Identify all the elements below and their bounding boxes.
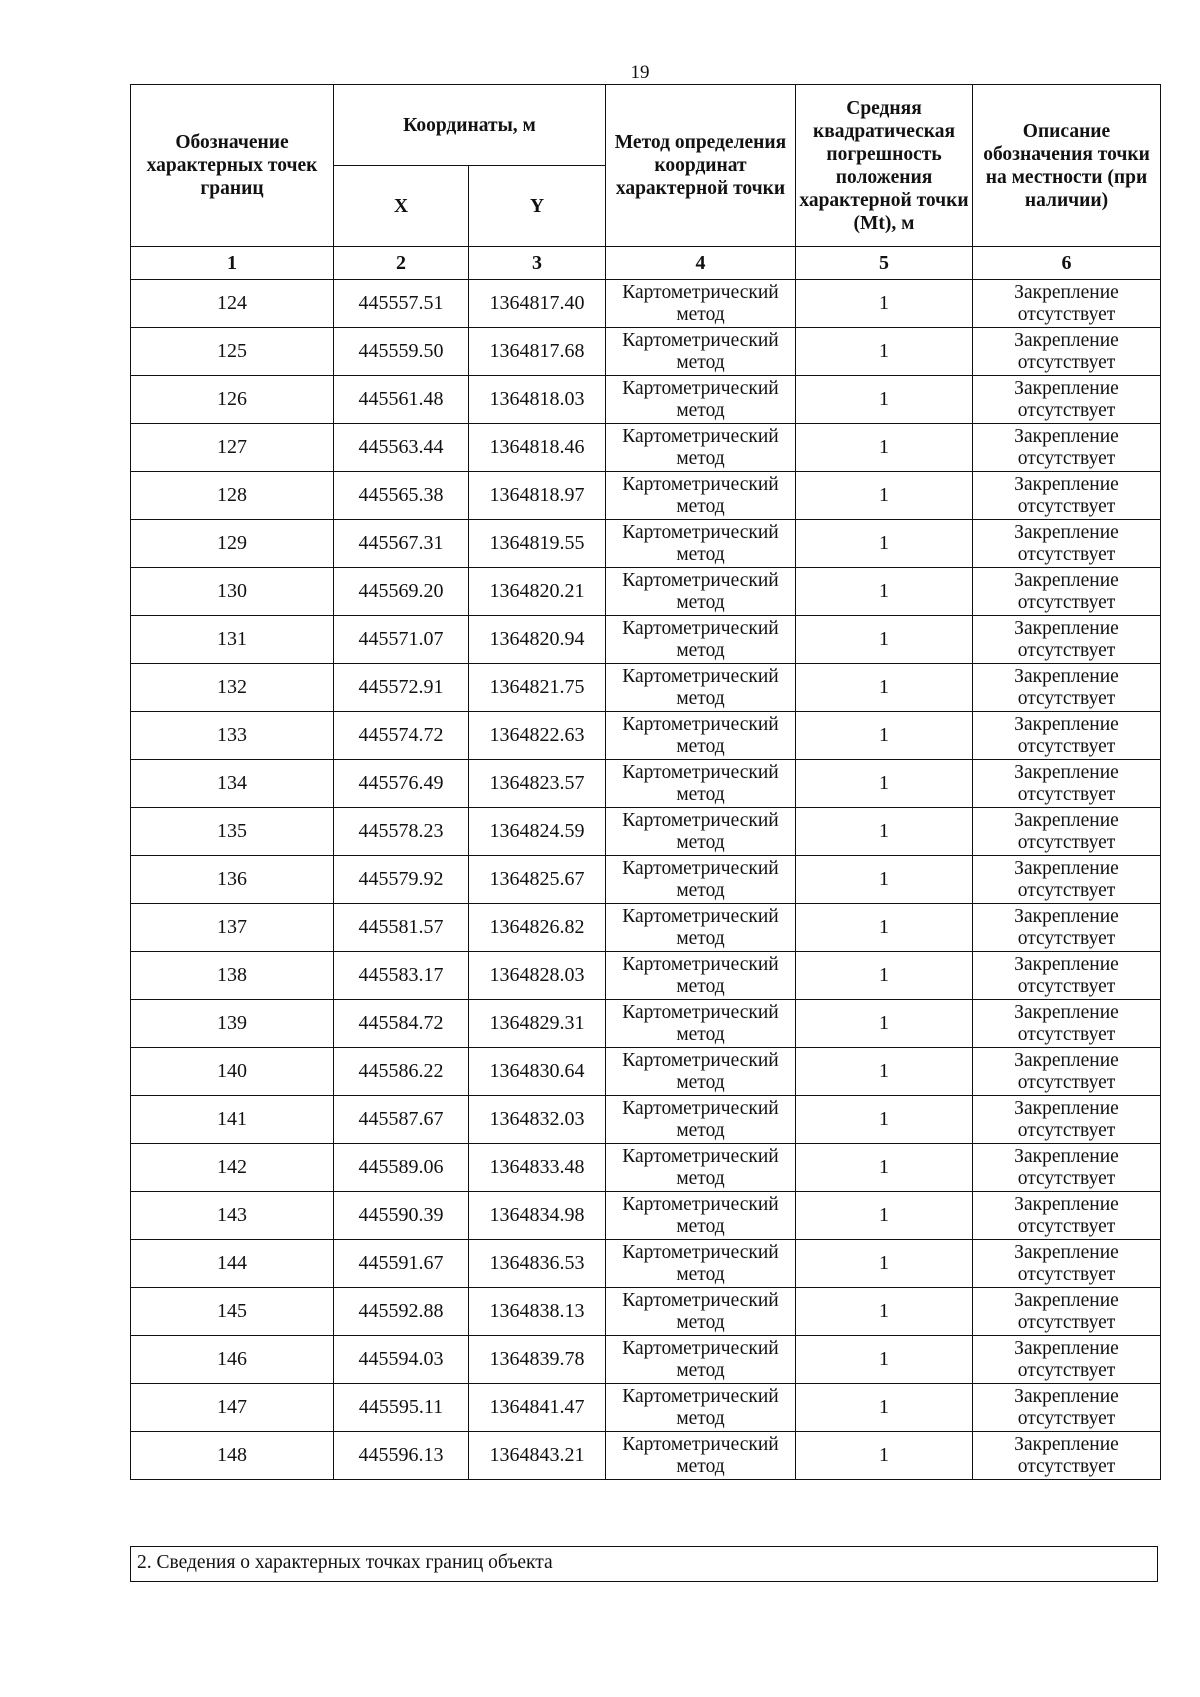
table-row — [131, 1000, 1161, 1048]
column-number: 3 — [469, 247, 606, 280]
method-cell — [606, 1048, 796, 1096]
header-x: X — [334, 166, 469, 247]
error-cell: 1 — [796, 280, 973, 328]
point-id-cell: 131 — [131, 616, 334, 664]
section-title: 2. Сведения о характерных точках границ объекта — [137, 1552, 553, 1573]
x-coordinate-cell: 445563.44 — [334, 424, 469, 472]
y-coordinate-cell: 1364828.03 — [469, 952, 606, 1000]
description-cell — [973, 664, 1161, 712]
method-line-2: метод — [676, 879, 725, 901]
method-line-2: метод — [676, 591, 725, 613]
method-line-1: Картометрический — [622, 425, 779, 447]
description-line-1: Закрепление — [1014, 1097, 1119, 1119]
y-coordinate-cell: 1364825.67 — [469, 856, 606, 904]
point-id-cell: 129 — [131, 520, 334, 568]
error-cell: 1 — [796, 1000, 973, 1048]
error-cell: 1 — [796, 712, 973, 760]
y-coordinate-cell: 1364817.40 — [469, 280, 606, 328]
description-line-1: Закрепление — [1014, 857, 1119, 879]
x-coordinate-cell: 445574.72 — [334, 712, 469, 760]
description-cell — [973, 904, 1161, 952]
description-line-1: Закрепление — [1014, 377, 1119, 399]
table-row — [131, 616, 1161, 664]
table-row — [131, 376, 1161, 424]
table-row — [131, 1144, 1161, 1192]
description-line-1: Закрепление — [1014, 1145, 1119, 1167]
description-line-2: отсутствует — [1017, 735, 1116, 757]
description-line-2: отсутствует — [1017, 783, 1116, 805]
method-cell — [606, 1240, 796, 1288]
description-cell — [973, 568, 1161, 616]
y-coordinate-cell: 1364836.53 — [469, 1240, 606, 1288]
x-coordinate-cell: 445572.91 — [334, 664, 469, 712]
description-line-2: отсутствует — [1017, 591, 1116, 613]
method-line-1: Картометрический — [622, 953, 779, 975]
description-line-1: Закрепление — [1014, 1001, 1119, 1023]
description-line-2: отсутствует — [1017, 495, 1116, 517]
description-line-1: Закрепление — [1014, 1385, 1119, 1407]
error-cell: 1 — [796, 1288, 973, 1336]
method-cell — [606, 616, 796, 664]
column-number: 2 — [334, 247, 469, 280]
section-footer-box — [130, 1546, 1158, 1582]
point-id-cell: 126 — [131, 376, 334, 424]
description-line-2: отсутствует — [1017, 1359, 1116, 1381]
method-line-1: Картометрический — [622, 809, 779, 831]
header-coordinates: Координаты, м — [334, 85, 606, 166]
description-line-1: Закрепление — [1014, 1241, 1119, 1263]
error-cell: 1 — [796, 664, 973, 712]
y-coordinate-cell: 1364820.21 — [469, 568, 606, 616]
description-line-2: отсутствует — [1017, 1071, 1116, 1093]
point-id-cell: 128 — [131, 472, 334, 520]
method-line-2: метод — [676, 1455, 725, 1477]
description-cell — [973, 280, 1161, 328]
error-cell: 1 — [796, 1096, 973, 1144]
method-cell — [606, 712, 796, 760]
method-line-2: метод — [676, 639, 725, 661]
method-line-2: метод — [676, 495, 725, 517]
method-line-1: Картометрический — [622, 1289, 779, 1311]
y-coordinate-cell: 1364819.55 — [469, 520, 606, 568]
x-coordinate-cell: 445581.57 — [334, 904, 469, 952]
method-line-2: метод — [676, 735, 725, 757]
x-coordinate-cell: 445586.22 — [334, 1048, 469, 1096]
x-coordinate-cell: 445596.13 — [334, 1432, 469, 1480]
method-line-2: метод — [676, 1023, 725, 1045]
description-cell — [973, 1288, 1161, 1336]
method-line-2: метод — [676, 1119, 725, 1141]
method-line-2: метод — [676, 1263, 725, 1285]
error-cell: 1 — [796, 1384, 973, 1432]
header-method: Метод определения координат характерной точки — [606, 85, 796, 247]
column-number: 6 — [973, 247, 1161, 280]
x-coordinate-cell: 445583.17 — [334, 952, 469, 1000]
method-cell — [606, 1336, 796, 1384]
table-row — [131, 808, 1161, 856]
column-number: 4 — [606, 247, 796, 280]
y-coordinate-cell: 1364822.63 — [469, 712, 606, 760]
x-coordinate-cell: 445567.31 — [334, 520, 469, 568]
description-line-2: отсутствует — [1017, 351, 1116, 373]
method-cell — [606, 1000, 796, 1048]
x-coordinate-cell: 445584.72 — [334, 1000, 469, 1048]
description-line-2: отсутствует — [1017, 1263, 1116, 1285]
method-cell — [606, 1096, 796, 1144]
error-cell: 1 — [796, 760, 973, 808]
x-coordinate-cell: 445589.06 — [334, 1144, 469, 1192]
method-line-2: метод — [676, 351, 725, 373]
point-id-cell: 143 — [131, 1192, 334, 1240]
y-coordinate-cell: 1364818.46 — [469, 424, 606, 472]
method-cell — [606, 1144, 796, 1192]
description-cell — [973, 1384, 1161, 1432]
x-coordinate-cell: 445565.38 — [334, 472, 469, 520]
point-id-cell: 136 — [131, 856, 334, 904]
table-row — [131, 952, 1161, 1000]
point-id-cell: 130 — [131, 568, 334, 616]
y-coordinate-cell: 1364841.47 — [469, 1384, 606, 1432]
point-id-cell: 138 — [131, 952, 334, 1000]
method-line-2: метод — [676, 783, 725, 805]
description-cell — [973, 1048, 1161, 1096]
y-coordinate-cell: 1364829.31 — [469, 1000, 606, 1048]
method-line-2: метод — [676, 303, 725, 325]
header-y: Y — [469, 166, 606, 247]
method-line-1: Картометрический — [622, 1145, 779, 1167]
point-id-cell: 137 — [131, 904, 334, 952]
description-line-2: отсутствует — [1017, 687, 1116, 709]
description-cell — [973, 328, 1161, 376]
table-row — [131, 1432, 1161, 1480]
y-coordinate-cell: 1364838.13 — [469, 1288, 606, 1336]
method-line-1: Картометрический — [622, 1049, 779, 1071]
description-line-2: отсутствует — [1017, 1311, 1116, 1333]
method-line-1: Картометрический — [622, 1097, 779, 1119]
description-line-1: Закрепление — [1014, 953, 1119, 975]
point-id-cell: 135 — [131, 808, 334, 856]
table-row — [131, 1384, 1161, 1432]
table-row — [131, 568, 1161, 616]
description-cell — [973, 1000, 1161, 1048]
y-coordinate-cell: 1364818.97 — [469, 472, 606, 520]
table-row — [131, 1192, 1161, 1240]
point-id-cell: 124 — [131, 280, 334, 328]
x-coordinate-cell: 445590.39 — [334, 1192, 469, 1240]
error-cell: 1 — [796, 328, 973, 376]
description-cell — [973, 1192, 1161, 1240]
x-coordinate-cell: 445591.67 — [334, 1240, 469, 1288]
column-number: 1 — [131, 247, 334, 280]
method-cell — [606, 568, 796, 616]
error-cell: 1 — [796, 376, 973, 424]
x-coordinate-cell: 445587.67 — [334, 1096, 469, 1144]
error-cell: 1 — [796, 1048, 973, 1096]
error-cell: 1 — [796, 952, 973, 1000]
method-line-1: Картометрический — [622, 857, 779, 879]
description-line-1: Закрепление — [1014, 905, 1119, 927]
method-cell — [606, 1288, 796, 1336]
description-line-2: отсутствует — [1017, 1167, 1116, 1189]
description-line-2: отсутствует — [1017, 879, 1116, 901]
error-cell: 1 — [796, 904, 973, 952]
description-cell — [973, 1240, 1161, 1288]
description-line-2: отсутствует — [1017, 447, 1116, 469]
header-description: Описание обозначения точки на местности (при наличии) — [973, 85, 1161, 247]
description-cell — [973, 808, 1161, 856]
description-cell — [973, 856, 1161, 904]
description-line-1: Закрепление — [1014, 473, 1119, 495]
method-cell — [606, 808, 796, 856]
method-line-2: метод — [676, 399, 725, 421]
y-coordinate-cell: 1364821.75 — [469, 664, 606, 712]
description-cell — [973, 424, 1161, 472]
page-number: 19 — [630, 62, 650, 83]
table-row — [131, 904, 1161, 952]
error-cell: 1 — [796, 568, 973, 616]
description-line-1: Закрепление — [1014, 569, 1119, 591]
description-line-2: отсутствует — [1017, 1455, 1116, 1477]
table-row — [131, 856, 1161, 904]
x-coordinate-cell: 445557.51 — [334, 280, 469, 328]
description-cell — [973, 952, 1161, 1000]
error-cell: 1 — [796, 520, 973, 568]
method-line-2: метод — [676, 1407, 725, 1429]
description-line-1: Закрепление — [1014, 1289, 1119, 1311]
description-line-1: Закрепление — [1014, 1193, 1119, 1215]
point-id-cell: 141 — [131, 1096, 334, 1144]
x-coordinate-cell: 445595.11 — [334, 1384, 469, 1432]
point-id-cell: 125 — [131, 328, 334, 376]
method-line-1: Картометрический — [622, 1001, 779, 1023]
x-coordinate-cell: 445594.03 — [334, 1336, 469, 1384]
error-cell: 1 — [796, 808, 973, 856]
point-id-cell: 140 — [131, 1048, 334, 1096]
error-cell: 1 — [796, 1336, 973, 1384]
column-number: 5 — [796, 247, 973, 280]
description-line-2: отсутствует — [1017, 975, 1116, 997]
point-id-cell: 148 — [131, 1432, 334, 1480]
x-coordinate-cell: 445592.88 — [334, 1288, 469, 1336]
method-cell — [606, 328, 796, 376]
y-coordinate-cell: 1364833.48 — [469, 1144, 606, 1192]
description-line-2: отсутствует — [1017, 543, 1116, 565]
method-line-2: метод — [676, 1359, 725, 1381]
column-numbers-row — [131, 247, 1161, 280]
x-coordinate-cell: 445579.92 — [334, 856, 469, 904]
point-id-cell: 146 — [131, 1336, 334, 1384]
method-line-1: Картометрический — [622, 1385, 779, 1407]
point-id-cell: 145 — [131, 1288, 334, 1336]
description-line-2: отсутствует — [1017, 1407, 1116, 1429]
method-line-2: метод — [676, 447, 725, 469]
point-id-cell: 132 — [131, 664, 334, 712]
y-coordinate-cell: 1364820.94 — [469, 616, 606, 664]
description-line-1: Закрепление — [1014, 1433, 1119, 1455]
description-cell — [973, 376, 1161, 424]
description-cell — [973, 472, 1161, 520]
x-coordinate-cell: 445578.23 — [334, 808, 469, 856]
description-line-2: отсутствует — [1017, 399, 1116, 421]
method-line-1: Картометрический — [622, 1193, 779, 1215]
method-cell — [606, 1432, 796, 1480]
point-id-cell: 133 — [131, 712, 334, 760]
method-line-1: Картометрический — [622, 713, 779, 735]
point-id-cell: 144 — [131, 1240, 334, 1288]
error-cell: 1 — [796, 1192, 973, 1240]
method-line-2: метод — [676, 927, 725, 949]
method-line-2: метод — [676, 1167, 725, 1189]
x-coordinate-cell: 445569.20 — [334, 568, 469, 616]
method-line-1: Картометрический — [622, 761, 779, 783]
method-line-1: Картометрический — [622, 569, 779, 591]
method-line-1: Картометрический — [622, 905, 779, 927]
table-row — [131, 1096, 1161, 1144]
point-id-cell: 147 — [131, 1384, 334, 1432]
method-line-1: Картометрический — [622, 1241, 779, 1263]
description-line-1: Закрепление — [1014, 1337, 1119, 1359]
method-cell — [606, 760, 796, 808]
table-row — [131, 424, 1161, 472]
method-line-2: метод — [676, 1071, 725, 1093]
table-body — [131, 280, 1161, 1480]
point-id-cell: 127 — [131, 424, 334, 472]
method-line-2: метод — [676, 1311, 725, 1333]
description-cell — [973, 1096, 1161, 1144]
description-cell — [973, 1144, 1161, 1192]
description-line-1: Закрепление — [1014, 281, 1119, 303]
method-line-2: метод — [676, 687, 725, 709]
method-line-1: Картометрический — [622, 1433, 779, 1455]
description-cell — [973, 1432, 1161, 1480]
description-line-1: Закрепление — [1014, 1049, 1119, 1071]
method-cell — [606, 664, 796, 712]
description-line-1: Закрепление — [1014, 713, 1119, 735]
method-cell — [606, 376, 796, 424]
y-coordinate-cell: 1364834.98 — [469, 1192, 606, 1240]
method-cell — [606, 1192, 796, 1240]
y-coordinate-cell: 1364824.59 — [469, 808, 606, 856]
method-line-1: Картометрический — [622, 329, 779, 351]
error-cell: 1 — [796, 1240, 973, 1288]
coordinates-table — [130, 84, 1161, 1480]
method-cell — [606, 952, 796, 1000]
table-row — [131, 1048, 1161, 1096]
method-cell — [606, 904, 796, 952]
method-cell — [606, 424, 796, 472]
description-cell — [973, 760, 1161, 808]
method-line-1: Картометрический — [622, 1337, 779, 1359]
description-cell — [973, 520, 1161, 568]
x-coordinate-cell: 445559.50 — [334, 328, 469, 376]
x-coordinate-cell: 445561.48 — [334, 376, 469, 424]
point-id-cell: 142 — [131, 1144, 334, 1192]
description-line-2: отсутствует — [1017, 1119, 1116, 1141]
y-coordinate-cell: 1364818.03 — [469, 376, 606, 424]
method-line-1: Картометрический — [622, 665, 779, 687]
error-cell: 1 — [796, 1432, 973, 1480]
point-id-cell: 134 — [131, 760, 334, 808]
description-line-1: Закрепление — [1014, 521, 1119, 543]
description-line-2: отсутствует — [1017, 927, 1116, 949]
error-cell: 1 — [796, 424, 973, 472]
method-cell — [606, 280, 796, 328]
table-row — [131, 760, 1161, 808]
x-coordinate-cell: 445576.49 — [334, 760, 469, 808]
method-cell — [606, 1384, 796, 1432]
method-line-1: Картометрический — [622, 617, 779, 639]
description-line-2: отсутствует — [1017, 1215, 1116, 1237]
method-cell — [606, 520, 796, 568]
point-id-cell: 139 — [131, 1000, 334, 1048]
error-cell: 1 — [796, 1144, 973, 1192]
method-line-1: Картометрический — [622, 377, 779, 399]
description-line-1: Закрепление — [1014, 809, 1119, 831]
description-cell — [973, 1336, 1161, 1384]
description-line-2: отсутствует — [1017, 639, 1116, 661]
description-line-1: Закрепление — [1014, 329, 1119, 351]
table-row — [131, 1288, 1161, 1336]
table-row — [131, 328, 1161, 376]
table-row — [131, 664, 1161, 712]
table-row — [131, 472, 1161, 520]
y-coordinate-cell: 1364843.21 — [469, 1432, 606, 1480]
description-cell — [973, 616, 1161, 664]
method-cell — [606, 472, 796, 520]
description-cell — [973, 712, 1161, 760]
method-line-2: метод — [676, 543, 725, 565]
x-coordinate-cell: 445571.07 — [334, 616, 469, 664]
description-line-2: отсутствует — [1017, 303, 1116, 325]
description-line-1: Закрепление — [1014, 665, 1119, 687]
method-line-1: Картометрический — [622, 521, 779, 543]
method-line-2: метод — [676, 975, 725, 997]
table-row — [131, 712, 1161, 760]
description-line-1: Закрепление — [1014, 425, 1119, 447]
y-coordinate-cell: 1364826.82 — [469, 904, 606, 952]
table-row — [131, 1336, 1161, 1384]
method-line-1: Картометрический — [622, 281, 779, 303]
header-error: Средняя квадратическая погрешность положения характерной точки (Mt), м — [796, 85, 973, 247]
y-coordinate-cell: 1364830.64 — [469, 1048, 606, 1096]
method-line-2: метод — [676, 831, 725, 853]
y-coordinate-cell: 1364839.78 — [469, 1336, 606, 1384]
error-cell: 1 — [796, 616, 973, 664]
method-line-1: Картометрический — [622, 473, 779, 495]
y-coordinate-cell: 1364832.03 — [469, 1096, 606, 1144]
error-cell: 1 — [796, 472, 973, 520]
method-line-2: метод — [676, 1215, 725, 1237]
table-row — [131, 1240, 1161, 1288]
description-line-2: отсутствует — [1017, 831, 1116, 853]
error-cell: 1 — [796, 856, 973, 904]
y-coordinate-cell: 1364817.68 — [469, 328, 606, 376]
description-line-1: Закрепление — [1014, 761, 1119, 783]
method-cell — [606, 856, 796, 904]
description-line-2: отсутствует — [1017, 1023, 1116, 1045]
y-coordinate-cell: 1364823.57 — [469, 760, 606, 808]
table-row — [131, 520, 1161, 568]
description-line-1: Закрепление — [1014, 617, 1119, 639]
header-designation: Обозначение характерных точек границ — [131, 85, 334, 247]
table-row — [131, 280, 1161, 328]
